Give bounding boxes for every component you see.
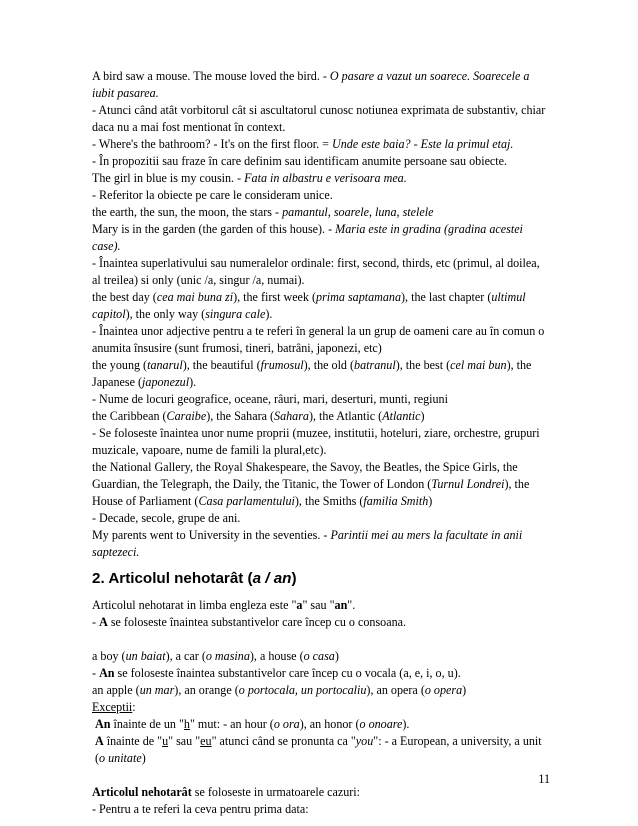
rule-a-consonant xyxy=(92,614,550,631)
rule-first-mention: - Pentru a te referi la ceva pentru prima data: xyxy=(92,802,309,816)
text-run: : xyxy=(132,700,136,714)
example-the-young xyxy=(92,357,550,391)
heading-italic: a / an xyxy=(252,570,292,587)
english-sentence: The girl in blue is my cousin. - xyxy=(92,171,245,185)
english-sentence: My parents went to University in the seventies. - xyxy=(92,528,331,542)
example-national-gallery xyxy=(92,459,550,510)
text-run: ), the Smiths ( xyxy=(294,494,364,508)
italic-run: japonezul xyxy=(142,375,190,389)
italic-run: Casa parlamentului xyxy=(198,494,295,508)
text-run: ), the Japanese ( xyxy=(92,358,532,389)
text-run: the young ( xyxy=(92,358,148,372)
exception-a-u-eu xyxy=(92,733,550,767)
italic-run: o opera xyxy=(424,683,463,697)
italic-run: familia Smith xyxy=(363,494,429,508)
bold-run: A xyxy=(95,734,104,748)
rule-defining: - În propozitii sau fraze în care definim sau identificam anumite persoane sau obiecte. xyxy=(92,154,508,168)
text-run: " sau " xyxy=(302,598,335,612)
spacer xyxy=(92,767,550,784)
example-girl-in-blue xyxy=(92,170,550,187)
english-sentence: the earth, the sun, the moon, the stars - xyxy=(92,205,283,219)
text-run: " sau " xyxy=(168,734,201,748)
romanian-translation: Unde este baia? - Este la primul etaj. xyxy=(332,137,514,151)
text-run: - xyxy=(92,666,100,680)
italic-run: tanarul xyxy=(147,358,183,372)
text-run: ). xyxy=(402,717,410,731)
italic-run: un baiat xyxy=(125,649,166,663)
example-bird-mouse xyxy=(92,68,550,102)
italic-run: you xyxy=(355,734,374,748)
underlined-run: u xyxy=(162,734,169,748)
english-sentence: A bird saw a mouse. The mouse loved the bird. - xyxy=(92,69,330,83)
bold-run: an xyxy=(334,598,348,612)
english-sentence: Mary is in the garden (the garden of this house). - xyxy=(92,222,336,236)
text-run: ". xyxy=(347,598,356,612)
indefinite-article-intro xyxy=(92,597,550,614)
text-run: ), the first week ( xyxy=(233,290,317,304)
text-run: the best day ( xyxy=(92,290,157,304)
exceptions-label xyxy=(92,699,550,716)
italic-run: un mar xyxy=(139,683,175,697)
heading-text: 2. Articolul nehotarât ( xyxy=(92,570,253,587)
italic-run: prima saptamana xyxy=(316,290,402,304)
text-run: ) xyxy=(420,409,425,423)
rule-adjectives-groups: - Înaintea unor adjective pentru a te referi în general la un grup de oameni care au în comun o anumita însusire (sunt frumosi, tineri, batrâni, japonezi, etc) xyxy=(92,324,545,355)
text-run: se foloseste înaintea substantivelor care încep cu o vocala (a, e, i, o, u). xyxy=(114,666,461,680)
page-body xyxy=(92,68,550,818)
text-run: ), the only way ( xyxy=(125,307,206,321)
exception-an-h xyxy=(92,716,550,733)
example-earth-sun xyxy=(92,204,550,221)
text-run: ) xyxy=(141,751,146,765)
italic-run: o masina xyxy=(205,649,250,663)
text-run: a boy ( xyxy=(92,649,126,663)
example-seventies xyxy=(92,527,550,561)
example-best-day xyxy=(92,289,550,323)
spacer xyxy=(92,589,550,597)
text-run: the National Gallery, the Royal Shakespeare, the Savoy, the Beatles, the Spice Girls, the Guardian, the Telegraph, the Daily, the Titanic, the Tower of London ( xyxy=(92,460,518,491)
text-run: ), the beautiful ( xyxy=(182,358,261,372)
romanian-translation: pamantul, soarele, luna, stelele xyxy=(282,205,434,219)
underlined-run: Exceptii xyxy=(92,700,133,714)
rule-decades: - Decade, secole, grupe de ani. xyxy=(92,511,241,525)
bold-run: An xyxy=(95,717,111,731)
romanian-translation: O pasare a vazut un soarece. Soarecele a iubit pasarea. xyxy=(92,69,530,100)
italic-run: Turnul Londrei xyxy=(431,477,505,491)
spacer xyxy=(92,631,550,648)
english-sentence: - Where's the bathroom? - It's on the first floor. = xyxy=(92,137,333,151)
bold-run: A xyxy=(99,615,108,629)
italic-run: frumosul xyxy=(260,358,304,372)
italic-run: singura cale xyxy=(205,307,266,321)
text-run: ), an honor ( xyxy=(299,717,360,731)
italic-run: o ora xyxy=(273,717,300,731)
text-run: " mut: - an hour ( xyxy=(189,717,274,731)
text-run: ) xyxy=(334,649,339,663)
text-run: ), a house ( xyxy=(249,649,304,663)
romanian-translation: Fata in albastru e verisoara mea. xyxy=(244,171,407,185)
text-run: an apple ( xyxy=(92,683,140,697)
italic-run: cel mai bun xyxy=(450,358,507,372)
heading-text: ) xyxy=(291,570,297,587)
text-run: " atunci când se pronunta ca " xyxy=(211,734,356,748)
italic-run: o onoare xyxy=(359,717,403,731)
page-number: 11 xyxy=(538,772,550,786)
text-run: ), the Atlantic ( xyxy=(308,409,383,423)
section-heading xyxy=(92,569,550,589)
italic-run: o portocala, un portocaliu xyxy=(238,683,367,697)
rule-unique-objects: - Referitor la obiecte pe care le consideram unice. xyxy=(92,188,333,202)
bold-run: a xyxy=(296,598,303,612)
italic-run: cea mai buna zi xyxy=(156,290,234,304)
rule-superlative: - Înaintea superlativului sau numeralelor ordinale: first, second, thirds, etc (primul, al doilea, al treilea) si only (unic /a, singur /a, numai). xyxy=(92,256,540,287)
example-a-boy xyxy=(92,648,550,665)
example-bathroom xyxy=(92,136,550,153)
italic-run: Caraibe xyxy=(166,409,207,423)
text-run: Articolul nehotarat in limba engleza este " xyxy=(92,598,297,612)
example-mary-garden xyxy=(92,221,550,255)
underlined-run: h xyxy=(183,717,190,731)
text-run: ) xyxy=(428,494,433,508)
text-run: ) xyxy=(462,683,467,697)
text-run: ), the best ( xyxy=(395,358,451,372)
text-run: se foloseste înaintea substantivelor care încep cu o consoana. xyxy=(107,615,407,629)
text-run: ), the Sahara ( xyxy=(206,409,275,423)
text-run: ), a car ( xyxy=(165,649,206,663)
rule-proper-names: - Se foloseste înaintea unor nume proprii (muzee, institutii, hoteluri, ziare, orchestre, grupuri muzicale, vapoare, nume de famili la plural,etc). xyxy=(92,426,540,457)
text-run: - xyxy=(92,615,100,629)
text-run: ), an opera ( xyxy=(366,683,425,697)
text-run: ). xyxy=(265,307,273,321)
italic-run: ultimul capitol xyxy=(92,290,526,321)
italic-run: o casa xyxy=(303,649,335,663)
bold-run: Articolul nehotarât xyxy=(92,785,192,799)
text-run: înainte de " xyxy=(103,734,163,748)
example-caribbean xyxy=(92,408,550,425)
text-run: the Caribbean ( xyxy=(92,409,167,423)
text-run: ": - a European, a university, a unit ( xyxy=(95,734,542,765)
spacer xyxy=(92,561,550,569)
text-run: ). xyxy=(189,375,197,389)
example-an-apple xyxy=(92,682,550,699)
text-run: se foloseste in urmatoarele cazuri: xyxy=(191,785,360,799)
romanian-translation: Parintii mei au mers la facultate in anii saptezeci. xyxy=(92,528,523,559)
text-run: ), an orange ( xyxy=(174,683,239,697)
text-run: ), the old ( xyxy=(303,358,355,372)
romanian-translation: Maria este in gradina (gradina acestei case). xyxy=(92,222,523,253)
bold-run: An xyxy=(99,666,115,680)
text-run: ), the last chapter ( xyxy=(401,290,492,304)
rule-known-noun: - Atunci când atât vorbitorul cât si ascultatorul cunosc notiunea exprimata de substantiv, chiar daca nu a mai fost mentionat în context. xyxy=(92,103,546,134)
underlined-run: eu xyxy=(200,734,212,748)
italic-run: Atlantic xyxy=(382,409,421,423)
text-run: înainte de un " xyxy=(110,717,184,731)
text-run: ), the House of Parliament ( xyxy=(92,477,530,508)
usage-cases-intro xyxy=(92,784,550,801)
italic-run: Sahara xyxy=(274,409,309,423)
italic-run: o unitate xyxy=(99,751,142,765)
rule-geographic-names: - Nume de locuri geografice, oceane, râuri, mari, deserturi, munti, regiuni xyxy=(92,392,448,406)
rule-an-vowel xyxy=(92,665,550,682)
italic-run: batranul xyxy=(354,358,396,372)
